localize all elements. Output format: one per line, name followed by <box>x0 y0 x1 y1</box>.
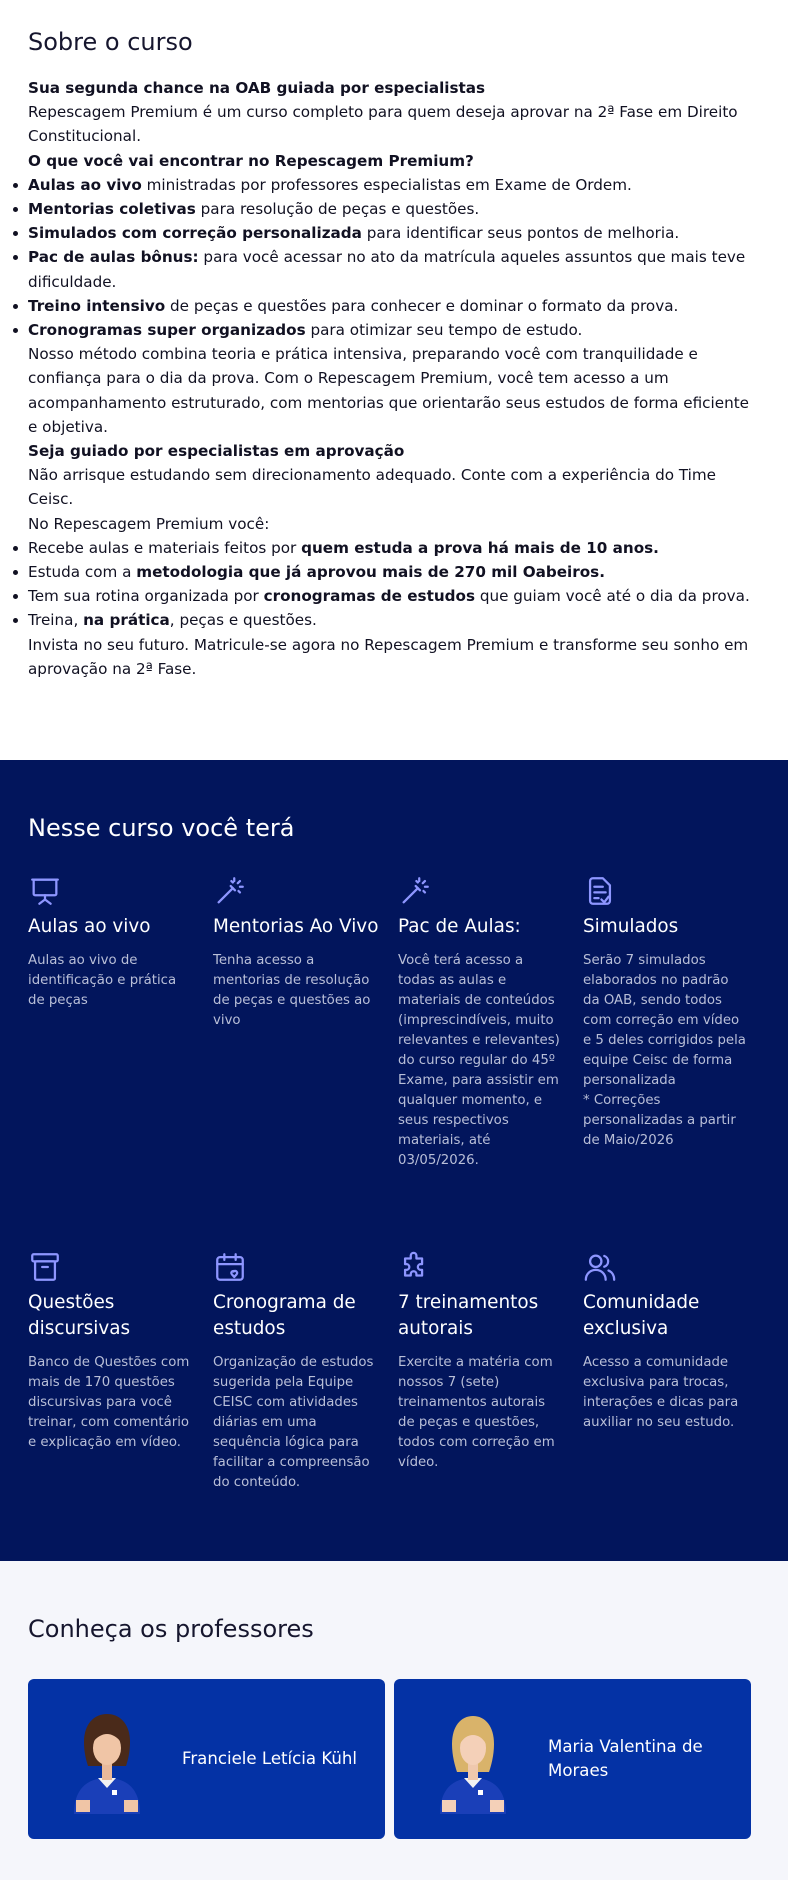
professor-card[interactable] <box>394 1679 751 1839</box>
list-item: Estuda com a metodologia que já aprovou mais de 270 mil Oabeiros. <box>28 560 760 584</box>
professors-list <box>28 1679 760 1839</box>
warning-paragraph: Não arrisque estudando sem direcionamento adequado. Conte com a experiência do Time Ceisc. <box>28 466 717 509</box>
feature-title: Questões discursivas <box>28 1292 131 1339</box>
list-item: Recebe aulas e materiais feitos por quem estuda a prova há mais de 10 anos. <box>28 536 760 560</box>
closing-paragraph: Invista no seu futuro. Matricule-se agora no Repescagem Premium e transforme seu sonho em aprovação na 2ª Fase. <box>28 635 749 678</box>
feature-card <box>583 874 749 1250</box>
professor-name: Maria Valentina de Moraes <box>548 1737 703 1780</box>
feature-card <box>213 1250 379 1493</box>
archive-box-icon <box>28 1250 62 1284</box>
list-item: Mentorias coletivas para resolução de peças e questões. <box>28 197 760 221</box>
list-item: Treino intensivo de peças e questões para conhecer e dominar o formato da prova. <box>28 294 760 318</box>
feature-card <box>583 1250 749 1493</box>
feature-title: Mentorias Ao Vivo <box>213 916 379 937</box>
document-check-icon <box>583 874 617 908</box>
lead-paragraph: No Repescagem Premium você: <box>28 514 270 533</box>
features-row <box>28 1250 760 1493</box>
feature-text: Acesso a comunidade exclusiva para trocas, interações e dicas para auxiliar no seu estudo. <box>583 1355 739 1430</box>
feature-card <box>28 1250 194 1493</box>
professors-title: Conheça os professores <box>28 1615 314 1643</box>
feature-text: Você terá acesso a todas as aulas e materiais de conteúdos (imprescindíveis, muito relevantes e relevantes) do curso regular do 45º Exame, para assistir em qualquer momento, e seus respectivos materiais, até 03/05/2026. <box>398 953 560 1168</box>
magic-wand-icon <box>213 874 247 908</box>
feature-title: Pac de Aulas: <box>398 916 521 937</box>
list-item: Aulas ao vivo ministradas por professores especialistas em Exame de Ordem. <box>28 173 760 197</box>
professor-card[interactable] <box>28 1679 385 1839</box>
feature-text: Tenha acesso a mentorias de resolução de peças e questões ao vivo <box>213 953 371 1028</box>
feature-text: Aulas ao vivo de identificação e prática de peças <box>28 953 177 1008</box>
feature-title: Simulados <box>583 916 679 937</box>
list-item: Pac de aulas bônus: para você acessar no ato da matrícula aqueles assuntos que mais teve dificuldade. <box>28 245 760 293</box>
features-row <box>28 874 760 1250</box>
features-title: Nesse curso você terá <box>28 814 295 842</box>
puzzle-icon <box>398 1250 432 1284</box>
benefits-list <box>28 173 760 342</box>
about-section <box>0 0 788 760</box>
method-paragraph: Nosso método combina teoria e prática intensiva, preparando você com tranquilidade e confiança para o dia da prova. Com o Repescagem Premium, você tem acesso a um acompanhamento estruturado, com mentorias que orientarão seus estudos de forma eficiente e objetiva. <box>28 345 750 436</box>
feature-text: Exercite a matéria com nossos 7 (sete) treinamentos autorais de peças e questões, todos com correção em vídeo. <box>398 1355 555 1470</box>
about-title: Sobre o curso <box>28 28 193 56</box>
list-item: Simulados com correção personalizada para identificar seus pontos de melhoria. <box>28 221 760 245</box>
professor-photo <box>428 1704 518 1814</box>
feature-text: Banco de Questões com mais de 170 questões discursivas para você treinar, com comentário e explicação em vídeo. <box>28 1355 190 1450</box>
calendar-heart-icon <box>213 1250 247 1284</box>
presentation-board-icon <box>28 874 62 908</box>
professor-photo <box>62 1704 152 1814</box>
professor-name: Franciele Letícia Kühl <box>182 1749 358 1768</box>
feature-text: Serão 7 simulados elaborados no padrão da OAB, sendo todos com correção em vídeo e 5 deles corrigidos pela equipe Ceisc de forma personalizada * Correções personalizadas a partir de Maio/2026 <box>583 953 746 1148</box>
about-subtitle-2: Seja guiado por especialistas em aprovação <box>28 442 405 461</box>
feature-title: Comunidade exclusiva <box>583 1292 700 1339</box>
magic-wand-icon <box>398 874 432 908</box>
features-section <box>0 760 788 1561</box>
feature-card <box>28 874 194 1250</box>
feature-card <box>398 874 564 1250</box>
feature-card <box>398 1250 564 1493</box>
users-icon <box>583 1250 617 1284</box>
list-item: Treina, na prática, peças e questões. <box>28 608 760 632</box>
about-intro: Repescagem Premium é um curso completo para quem deseja aprovar na 2ª Fase em Direito Constitucional. <box>28 103 738 146</box>
professors-section <box>0 1561 788 1880</box>
list-item: Tem sua rotina organizada por cronogramas de estudos que guiam você até o dia da prova. <box>28 584 760 608</box>
feature-title: Cronograma de estudos <box>213 1292 356 1339</box>
feature-title: Aulas ao vivo <box>28 916 151 937</box>
feature-card <box>213 874 379 1250</box>
list-item: Cronogramas super organizados para otimizar seu tempo de estudo. <box>28 318 760 342</box>
about-subtitle: Sua segunda chance na OAB guiada por especialistas <box>28 79 486 97</box>
advantages-list <box>28 536 760 633</box>
feature-title: 7 treinamentos autorais <box>398 1292 539 1339</box>
about-question: O que você vai encontrar no Repescagem Premium? <box>28 151 474 170</box>
feature-text: Organização de estudos sugerida pela Equipe CEISC com atividades diárias em uma sequência lógica para facilitar a compreensão do conteúdo. <box>213 1355 374 1490</box>
